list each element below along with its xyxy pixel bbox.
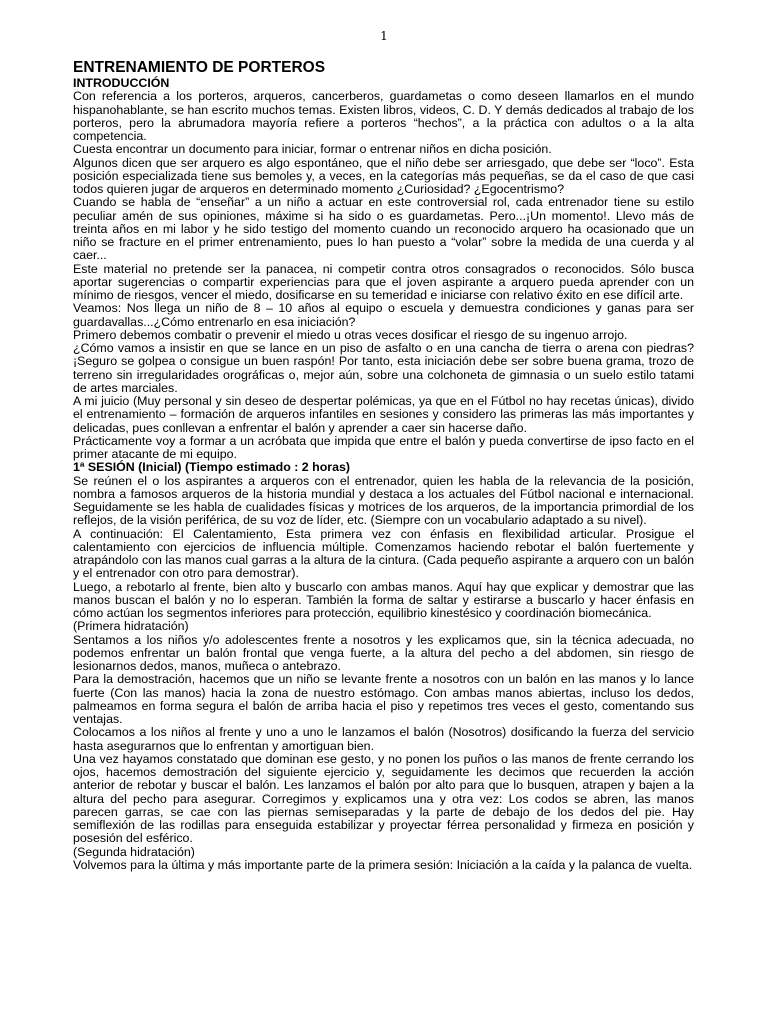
paragraph: Algunos dicen que ser arquero es algo espontáneo, que el niño debe ser arriesgado, que debe ser “loco”. Esta posición especializada tiene sus bemoles y, a veces, en la categorías más pequeñas, se da el caso de que casi todos quieren jugar de arqueros en determinado momento ¿Curiosidad? ¿Egocentrismo? bbox=[73, 155, 694, 196]
paragraph: Una vez hayamos constatado que dominan ese gesto, y no ponen los puños o las manos de frente cerrando los ojos, hacemos demostración del siguiente ejercicio y, seguidamente les decimos que recuerden la acción anterior de rebotar y buscar el balón. Les lanzamos el balón por alto para que lo busquen, atrapen y bajen a la altura del pecho para asegurar. Corregimos y explicamos una y otra vez: Los codos se abren, las manos parecen garras, se cae con las piernas semiseparadas y la parte de debajo de los dedos del pie. Hay semiflexión de las rodillas para enseguida estabilizar y proyectar férrea personalidad y firmeza en posición y posesión del esférico. bbox=[73, 751, 694, 846]
paragraph: Veamos: Nos llega un niño de 8 – 10 años al equipo o escuela y demuestra condiciones y ganas para ser guardavallas...¿Cómo entrenarlo en esa iniciación? bbox=[73, 301, 694, 329]
paragraph: Cuando se habla de “enseñar” a un niño a actuar en este controversial rol, cada entrenador tiene su estilo peculiar amén de sus opiniones, máxime si ha sido o es guardametas. Pero...¡Un momento!. Llevo más de treinta años en mi labor y he sido testigo del momento cuando un reconocido arquero ha ocasionado que un niño se fracture en el primer entrenamiento, pues lo han puesto a “volar” sobre la medida de una cuerda y al caer... bbox=[73, 195, 694, 263]
paragraph: ¿Cómo vamos a insistir en que se lance en un piso de asfalto o en una cancha de tierra o arena con piedras? ¡Seguro se golpea o consigue un buen raspón! Por tanto, esta iniciación debe ser sobre buena grama, trozo de terreno sin irregularidades orográficas o, mejor aún, sobre una colchoneta de gimnasia o un suelo estilo tatami de artes marciales. bbox=[73, 341, 694, 395]
paragraph: Para la demostración, hacemos que un niño se levante frente a nosotros con un balón en las manos y lo lance fuerte (Con las manos) hacia la zona de nuestro estómago. Con ambas manos abiertas, incluso los dedos, palmeamos en forma segura el balón de arriba hacia el piso y repetimos tres veces el gesto, comentando sus ventajas. bbox=[73, 672, 694, 726]
document-body bbox=[73, 59, 694, 872]
paragraph: Con referencia a los porteros, arqueros, cancerberos, guardametas o como deseen llamarlos en el mundo hispanohablante, se han escrito muchos temas. Existen libros, videos, C. D. Y demás dedicados al trabajo de los porteros, pero la abrumadora mayoría refiere a porteros “hechos”, a la práctica con adultos o a la alta competencia. bbox=[73, 89, 694, 143]
section-heading: INTRODUCCIÓN bbox=[73, 76, 170, 90]
document-title: ENTRENAMIENTO DE PORTEROS bbox=[73, 59, 326, 76]
document-blocks bbox=[73, 77, 694, 872]
paragraph: Luego, a rebotarlo al frente, bien alto y buscarlo con ambas manos. Aquí hay que explicar y demostrar que las manos buscan el balón y no lo esperan. También la forma de saltar y estirarse a buscarlo y hacer énfasis en cómo actúan los segmentos inferiores para protección, equilibrio kinestésico y coordinación biomecánica. bbox=[73, 579, 694, 620]
paragraph: Prácticamente voy a formar a un acróbata que impida que entre el balón y pueda convertirse de ipso facto en el primer atacante de mi equipo. bbox=[73, 433, 694, 461]
paragraph: A continuación: El Calentamiento, Esta primera vez con énfasis en flexibilidad articular. Prosigue el calentamiento con ejercicios de influencia múltiple. Comenzamos haciendo rebotar el balón fuertemente y atrapándolo con las manos cual garras a la altura de la cintura. (Cada pequeño aspirante a arquero con un balón y el entrenador con otro para demostrar). bbox=[73, 526, 694, 581]
paragraph: Se reúnen el o los aspirantes a arqueros con el entrenador, quien les habla de la relevancia de la posición, nombra a famosos arqueros de la historia mundial y destaca a los actuales del Fútbol nacional e internacional. Seguidamente se les habla de cualidades físicas y motrices de los arqueros, de la importancia primordial de los reflejos, de la visión periférica, de su voz de líder, etc. (Siempre con un vocabulario adaptado a su nivel). bbox=[73, 473, 694, 528]
paragraph: (Primera hidratación) bbox=[73, 619, 189, 634]
paragraph: Este material no pretende ser la panacea, ni competir contra otros consagrados o reconocidos. Sólo busca aportar sugerencias o compartir experiencias para que el joven aspirante a arquero pueda aprender con un mínimo de riesgos, vencer el miedo, dosificarse en su temeridad e iniciarse con relativo éxito en ese difícil arte. bbox=[73, 261, 694, 302]
page-number: 1 bbox=[380, 29, 388, 43]
paragraph: A mi juicio (Muy personal y sin deseo de despertar polémicas, ya que en el Fútbol no hay recetas únicas), divido el entrenamiento – formación de arqueros infantiles en sesiones y considero las primeras las más importantes y delicadas, pues conllevan a enfrentar el balón y aprender a caer sin hacerse daño. bbox=[73, 394, 694, 435]
paragraph: Sentamos a los niños y/o adolescentes frente a nosotros y les explicamos que, sin la técnica adecuada, no podemos enfrentar un balón frontal que venga fuerte, a la altura del pecho a del abdomen, sin riesgo de lesionarnos dedos, manos, muñeca o antebrazo. bbox=[73, 632, 694, 673]
section-heading: 1ª SESIÓN (Inicial) (Tiempo estimado : 2 horas) bbox=[73, 460, 351, 475]
paragraph: Cuesta encontrar un documento para iniciar, formar o entrenar niños en dicha posición. bbox=[73, 142, 552, 157]
paragraph: Primero debemos combatir o prevenir el miedo u otras veces dosificar el riesgo de su ingenuo arrojo. bbox=[73, 327, 628, 342]
paragraph: (Segunda hidratación) bbox=[73, 844, 195, 859]
paragraph: Volvemos para la última y más importante parte de la primera sesión: Iniciación a la caída y la palanca de vuelta. bbox=[73, 857, 693, 872]
paragraph: Colocamos a los niños al frente y uno a uno le lanzamos el balón (Nosotros) dosificando la fuerza del servicio hasta asegurarnos que lo enfrentan y amortiguan bien. bbox=[73, 725, 694, 753]
